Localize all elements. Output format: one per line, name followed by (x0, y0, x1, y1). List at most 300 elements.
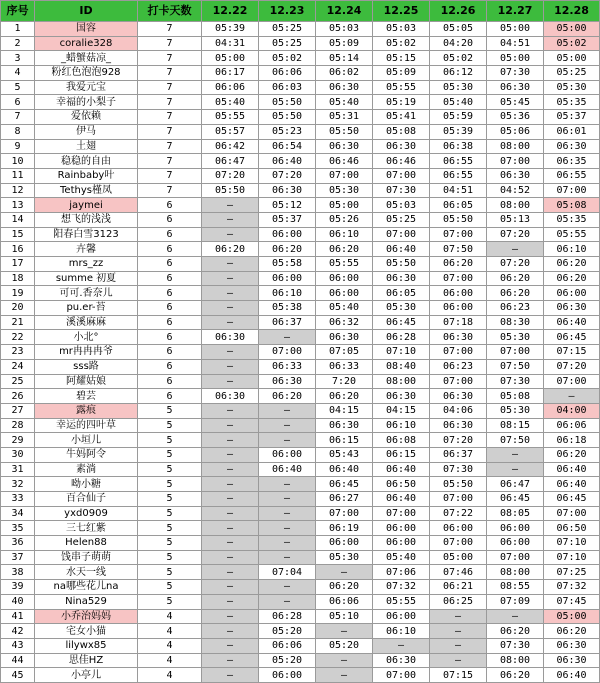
checkin-time-cell: 06:40 (544, 668, 600, 683)
checkin-time-cell: 05:30 (373, 301, 430, 316)
checkin-time-cell: 06:30 (316, 418, 373, 433)
table-row (1, 227, 600, 242)
checkin-time-cell: 05:26 (316, 212, 373, 227)
checkin-time-cell: 05:20 (316, 638, 373, 653)
checkin-days-cell: 7 (138, 154, 202, 169)
user-id-cell: coralie328 (35, 36, 138, 51)
checkin-time-cell: 08:00 (487, 198, 544, 213)
checkin-days-cell: 4 (138, 668, 202, 683)
checkin-time-cell: 04:15 (316, 403, 373, 418)
table-row (1, 212, 600, 227)
checkin-time-cell: 06:01 (544, 124, 600, 139)
table-row (1, 110, 600, 125)
checkin-days-cell: 5 (138, 462, 202, 477)
checkin-time-cell: 05:36 (487, 110, 544, 125)
checkin-time-cell: 06:30 (316, 139, 373, 154)
user-id-cell: 伊马 (35, 124, 138, 139)
user-id-cell: 爱依赖 (35, 110, 138, 125)
checkin-days-cell: 5 (138, 403, 202, 418)
checkin-time-cell: 06:10 (259, 286, 316, 301)
checkin-days-cell: 6 (138, 257, 202, 272)
checkin-time-cell: 06:20 (316, 242, 373, 257)
checkin-time-cell: 05:55 (373, 594, 430, 609)
checkin-time-cell: 05:00 (544, 51, 600, 66)
checkin-time-cell: 05:12 (259, 198, 316, 213)
checkin-time-cell: 06:46 (316, 154, 373, 169)
user-id-cell: 溪溪麻麻 (35, 315, 138, 330)
row-number-cell: 32 (1, 477, 35, 492)
row-number-cell: 1 (1, 22, 35, 37)
checkin-time-cell: 05:40 (316, 301, 373, 316)
checkin-time-cell: 06:15 (316, 433, 373, 448)
checkin-time-cell: 06:27 (316, 492, 373, 507)
checkin-time-cell: 07:00 (430, 536, 487, 551)
checkin-time-cell: 06:30 (430, 418, 487, 433)
checkin-time-cell: – (316, 653, 373, 668)
checkin-days-cell: 5 (138, 492, 202, 507)
checkin-time-cell: 06:20 (316, 580, 373, 595)
checkin-time-cell: 05:25 (544, 66, 600, 81)
user-id-cell: 幸运的四叶草 (35, 418, 138, 433)
checkin-time-cell: 04:31 (202, 36, 259, 51)
checkin-time-cell: 06:20 (487, 271, 544, 286)
checkin-time-cell: – (202, 403, 259, 418)
checkin-time-cell: 06:30 (430, 389, 487, 404)
row-number-cell: 38 (1, 565, 35, 580)
row-number-cell: 18 (1, 271, 35, 286)
checkin-time-cell: 05:35 (544, 95, 600, 110)
checkin-time-cell: – (202, 418, 259, 433)
checkin-time-cell: 06:45 (316, 477, 373, 492)
table-row (1, 477, 600, 492)
checkin-time-cell: 05:00 (316, 198, 373, 213)
checkin-time-cell: 05:31 (316, 110, 373, 125)
checkin-time-cell: – (202, 536, 259, 551)
checkin-time-cell: 05:50 (430, 212, 487, 227)
checkin-time-cell: 05:45 (487, 95, 544, 110)
checkin-time-cell: 06:42 (202, 139, 259, 154)
checkin-time-cell: 07:06 (373, 565, 430, 580)
checkin-days-cell: 6 (138, 330, 202, 345)
checkin-time-cell: 05:55 (373, 80, 430, 95)
checkin-time-cell: 07:32 (373, 580, 430, 595)
row-number-cell: 26 (1, 389, 35, 404)
checkin-time-cell: 06:47 (487, 477, 544, 492)
table-row (1, 345, 600, 360)
table-row (1, 257, 600, 272)
checkin-time-cell: 06:20 (544, 447, 600, 462)
checkin-time-cell: 06:40 (373, 462, 430, 477)
checkin-time-cell: 07:32 (544, 580, 600, 595)
checkin-time-cell: 08:55 (487, 580, 544, 595)
checkin-time-cell: 06:30 (373, 653, 430, 668)
checkin-time-cell: 06:30 (202, 330, 259, 345)
user-id-cell: 思佳HZ (35, 653, 138, 668)
checkin-time-cell: 07:00 (373, 668, 430, 683)
row-number-cell: 3 (1, 51, 35, 66)
checkin-time-cell: – (259, 477, 316, 492)
table-row (1, 80, 600, 95)
checkin-time-cell: 04:52 (487, 183, 544, 198)
checkin-time-cell: 06:02 (316, 66, 373, 81)
table-row (1, 594, 600, 609)
checkin-time-cell: 07:00 (544, 506, 600, 521)
header-cell: 12.23 (259, 1, 316, 22)
user-id-cell: 饯串子萌萌 (35, 550, 138, 565)
checkin-time-cell: 06:30 (259, 374, 316, 389)
row-number-cell: 31 (1, 462, 35, 477)
checkin-time-cell: 07:45 (544, 594, 600, 609)
checkin-time-cell: 06:37 (430, 447, 487, 462)
checkin-time-cell: 06:00 (487, 521, 544, 536)
checkin-time-cell: 06:40 (544, 477, 600, 492)
user-id-cell: 百合仙子 (35, 492, 138, 507)
checkin-time-cell: 06:33 (316, 359, 373, 374)
row-number-cell: 23 (1, 345, 35, 360)
checkin-time-cell: 06:20 (316, 389, 373, 404)
checkin-days-cell: 4 (138, 653, 202, 668)
checkin-time-cell: 05:43 (316, 447, 373, 462)
row-number-cell: 24 (1, 359, 35, 374)
checkin-time-cell: 06:30 (544, 301, 600, 316)
user-id-cell: 阿耀姑娘 (35, 374, 138, 389)
checkin-days-cell: 6 (138, 212, 202, 227)
checkin-time-cell: 07:30 (487, 638, 544, 653)
table-row (1, 154, 600, 169)
checkin-time-cell: 05:30 (487, 330, 544, 345)
checkin-time-cell: 07:10 (544, 536, 600, 551)
row-number-cell: 28 (1, 418, 35, 433)
checkin-time-cell: 06:05 (430, 198, 487, 213)
checkin-time-cell: 06:30 (430, 330, 487, 345)
checkin-days-cell: 7 (138, 22, 202, 37)
user-id-cell: lilywx85 (35, 638, 138, 653)
checkin-days-cell: 6 (138, 389, 202, 404)
checkin-time-cell: 06:20 (259, 389, 316, 404)
checkin-time-cell: 04:51 (430, 183, 487, 198)
user-id-cell: 宅女小猫 (35, 624, 138, 639)
checkin-time-cell: 06:00 (259, 447, 316, 462)
table-row (1, 183, 600, 198)
checkin-time-cell: 06:45 (544, 492, 600, 507)
checkin-time-cell: 06:30 (487, 168, 544, 183)
checkin-time-cell: – (202, 653, 259, 668)
checkin-time-cell: 06:40 (373, 242, 430, 257)
row-number-cell: 14 (1, 212, 35, 227)
checkin-time-cell: 07:00 (316, 506, 373, 521)
table-row (1, 418, 600, 433)
checkin-days-cell: 6 (138, 315, 202, 330)
checkin-time-cell: – (202, 506, 259, 521)
checkin-days-cell: 6 (138, 198, 202, 213)
user-id-cell: 卉馨 (35, 242, 138, 257)
user-id-cell: 幸福的小梨子 (35, 95, 138, 110)
table-row (1, 668, 600, 683)
checkin-time-cell: 05:08 (544, 198, 600, 213)
checkin-time-cell: – (202, 609, 259, 624)
checkin-time-cell: 08:40 (373, 359, 430, 374)
row-number-cell: 9 (1, 139, 35, 154)
checkin-time-cell: 05:50 (430, 477, 487, 492)
checkin-time-cell: 05:05 (430, 22, 487, 37)
user-id-cell: 素淌 (35, 462, 138, 477)
checkin-time-cell: 05:25 (259, 36, 316, 51)
checkin-time-cell: 06:06 (259, 638, 316, 653)
table-row (1, 521, 600, 536)
table-row (1, 447, 600, 462)
row-number-cell: 4 (1, 66, 35, 81)
checkin-time-cell: 07:50 (487, 359, 544, 374)
checkin-time-cell: 05:30 (487, 403, 544, 418)
checkin-time-cell: – (430, 638, 487, 653)
row-number-cell: 37 (1, 550, 35, 565)
checkin-time-cell: 06:00 (316, 536, 373, 551)
checkin-time-cell: 07:20 (487, 257, 544, 272)
checkin-time-cell: – (202, 345, 259, 360)
checkin-time-cell: – (259, 418, 316, 433)
checkin-time-cell: – (202, 227, 259, 242)
checkin-days-cell: 7 (138, 124, 202, 139)
checkin-time-cell: 07:46 (430, 565, 487, 580)
table-row (1, 198, 600, 213)
checkin-time-cell: 06:20 (544, 271, 600, 286)
checkin-time-cell: 06:55 (430, 168, 487, 183)
row-number-cell: 33 (1, 492, 35, 507)
checkin-time-cell: – (202, 565, 259, 580)
user-id-cell: sss路 (35, 359, 138, 374)
checkin-time-cell: – (259, 521, 316, 536)
row-number-cell: 42 (1, 624, 35, 639)
checkin-time-cell: 04:06 (430, 403, 487, 418)
user-id-cell: Nina529 (35, 594, 138, 609)
checkin-time-cell: – (202, 492, 259, 507)
checkin-time-cell: 08:00 (487, 653, 544, 668)
checkin-time-cell: 05:55 (202, 110, 259, 125)
checkin-time-cell: 07:10 (544, 550, 600, 565)
checkin-time-cell: 06:37 (259, 315, 316, 330)
checkin-time-cell: 05:15 (373, 51, 430, 66)
checkin-time-cell: 06:55 (544, 168, 600, 183)
checkin-time-cell: 07:00 (544, 183, 600, 198)
checkin-days-cell: 4 (138, 638, 202, 653)
checkin-time-cell: 06:00 (544, 286, 600, 301)
checkin-days-cell: 6 (138, 374, 202, 389)
checkin-time-cell: 05:55 (316, 257, 373, 272)
checkin-days-cell: 7 (138, 183, 202, 198)
checkin-time-cell: 06:10 (373, 418, 430, 433)
checkin-time-cell: 07:30 (373, 183, 430, 198)
checkin-days-cell: 5 (138, 447, 202, 462)
checkin-time-cell: 07:00 (430, 374, 487, 389)
checkin-days-cell: 6 (138, 301, 202, 316)
user-id-cell: 三七红紫 (35, 521, 138, 536)
checkin-time-cell: – (259, 506, 316, 521)
checkin-time-cell: 06:18 (544, 433, 600, 448)
checkin-time-cell: 06:23 (487, 301, 544, 316)
checkin-time-cell: 05:39 (430, 124, 487, 139)
checkin-time-cell: 05:50 (259, 110, 316, 125)
checkin-time-cell: 06:25 (430, 594, 487, 609)
checkin-time-cell: 06:30 (544, 139, 600, 154)
user-id-cell: na哪些花儿na (35, 580, 138, 595)
checkin-time-cell: – (259, 403, 316, 418)
header-cell: 12.22 (202, 1, 259, 22)
checkin-time-cell: 06:20 (544, 624, 600, 639)
checkin-time-cell: 07:00 (430, 227, 487, 242)
checkin-time-cell: – (202, 550, 259, 565)
checkin-time-cell: 06:21 (430, 580, 487, 595)
row-number-cell: 40 (1, 594, 35, 609)
checkin-time-cell: 06:30 (373, 389, 430, 404)
checkin-days-cell: 6 (138, 345, 202, 360)
checkin-time-cell: 06:00 (259, 227, 316, 242)
checkin-time-cell: 05:30 (316, 183, 373, 198)
checkin-time-cell: 06:40 (373, 492, 430, 507)
checkin-time-cell: 05:03 (373, 198, 430, 213)
user-id-cell: 阳春白雪3123 (35, 227, 138, 242)
user-id-cell: 粉红色泡泡928 (35, 66, 138, 81)
checkin-time-cell: 05:14 (316, 51, 373, 66)
checkin-time-cell: 06:00 (430, 301, 487, 316)
table-row (1, 536, 600, 551)
checkin-time-cell: 06:19 (316, 521, 373, 536)
checkin-days-cell: 6 (138, 242, 202, 257)
table-body (1, 22, 600, 683)
checkin-time-cell: 07:20 (202, 168, 259, 183)
checkin-time-cell: 06:00 (430, 521, 487, 536)
user-id-cell: 露痕 (35, 403, 138, 418)
checkin-time-cell: – (259, 492, 316, 507)
checkin-time-cell: 06:30 (202, 389, 259, 404)
row-number-cell: 36 (1, 536, 35, 551)
checkin-time-cell: – (487, 462, 544, 477)
table-row (1, 330, 600, 345)
user-id-cell: 想飞的浅浅 (35, 212, 138, 227)
checkin-time-cell: 05:50 (316, 124, 373, 139)
checkin-time-cell: 05:19 (373, 95, 430, 110)
checkin-time-cell: 05:25 (259, 22, 316, 37)
checkin-time-cell: – (259, 580, 316, 595)
user-id-cell: yxd0909 (35, 506, 138, 521)
checkin-time-cell: 07:09 (487, 594, 544, 609)
table-row (1, 286, 600, 301)
checkin-time-cell: 08:00 (487, 565, 544, 580)
checkin-time-cell: 05:55 (544, 227, 600, 242)
checkin-time-cell: 06:20 (430, 257, 487, 272)
checkin-time-cell: 06:45 (487, 492, 544, 507)
checkin-days-cell: 5 (138, 550, 202, 565)
user-id-cell: pu.er-苔 (35, 301, 138, 316)
row-number-cell: 17 (1, 257, 35, 272)
table-row (1, 624, 600, 639)
checkin-time-cell: 05:40 (430, 95, 487, 110)
table-row (1, 462, 600, 477)
checkin-days-cell: 6 (138, 271, 202, 286)
row-number-cell: 44 (1, 653, 35, 668)
checkin-time-cell: 05:37 (544, 110, 600, 125)
checkin-time-cell: 05:20 (259, 624, 316, 639)
checkin-days-cell: 5 (138, 565, 202, 580)
checkin-time-cell: 05:37 (259, 212, 316, 227)
checkin-days-cell: 4 (138, 624, 202, 639)
checkin-time-cell: – (259, 594, 316, 609)
checkin-time-cell: 05:30 (316, 550, 373, 565)
checkin-time-cell: 07:20 (430, 433, 487, 448)
checkin-time-cell: – (316, 668, 373, 683)
table-row (1, 580, 600, 595)
table-row (1, 389, 600, 404)
checkin-time-cell: – (202, 286, 259, 301)
checkin-time-cell: 05:09 (373, 66, 430, 81)
checkin-time-cell: 06:08 (373, 433, 430, 448)
checkin-days-cell: 5 (138, 580, 202, 595)
checkin-time-cell: – (259, 550, 316, 565)
checkin-time-cell: 07:00 (487, 550, 544, 565)
checkin-days-cell: 5 (138, 433, 202, 448)
checkin-time-cell: 06:20 (202, 242, 259, 257)
checkin-time-cell: – (202, 477, 259, 492)
checkin-time-cell: – (259, 536, 316, 551)
checkin-time-cell: 06:00 (316, 271, 373, 286)
checkin-time-cell: 05:03 (316, 22, 373, 37)
checkin-time-cell: 07:00 (430, 345, 487, 360)
checkin-time-cell: 06:30 (544, 653, 600, 668)
row-number-cell: 21 (1, 315, 35, 330)
checkin-time-cell: 08:00 (373, 374, 430, 389)
checkin-time-cell: 05:10 (316, 609, 373, 624)
checkin-time-cell: 05:06 (487, 124, 544, 139)
user-id-cell: Tethys槿凤 (35, 183, 138, 198)
checkin-days-cell: 7 (138, 110, 202, 125)
checkin-time-cell: – (259, 330, 316, 345)
checkin-time-cell: 06:35 (544, 154, 600, 169)
checkin-time-cell: 05:03 (373, 22, 430, 37)
checkin-time-cell: 07:10 (373, 345, 430, 360)
checkin-time-cell: 06:17 (202, 66, 259, 81)
checkin-time-cell: 07:25 (544, 565, 600, 580)
user-id-cell: Rainbaby叶 (35, 168, 138, 183)
user-id-cell: 我爱元宝 (35, 80, 138, 95)
table-row (1, 638, 600, 653)
checkin-time-cell: 07:50 (430, 242, 487, 257)
checkin-time-cell: 06:05 (373, 286, 430, 301)
checkin-time-cell: 06:50 (373, 477, 430, 492)
checkin-time-cell: – (430, 624, 487, 639)
checkin-time-cell: 06:20 (487, 624, 544, 639)
checkin-time-cell: – (202, 257, 259, 272)
checkin-time-cell: – (373, 638, 430, 653)
row-number-cell: 25 (1, 374, 35, 389)
table-row (1, 653, 600, 668)
checkin-time-cell: 07:30 (430, 462, 487, 477)
checkin-time-cell: 06:00 (373, 521, 430, 536)
user-id-cell: 碧芸 (35, 389, 138, 404)
row-number-cell: 11 (1, 168, 35, 183)
checkin-time-cell: 07:00 (316, 168, 373, 183)
header-cell: 序号 (1, 1, 35, 22)
checkin-time-cell: 06:06 (544, 418, 600, 433)
checkin-time-cell: 06:00 (259, 271, 316, 286)
checkin-time-cell: 06:20 (259, 242, 316, 257)
checkin-time-cell: 06:30 (373, 139, 430, 154)
checkin-time-cell: 06:45 (544, 330, 600, 345)
checkin-time-cell: 07:20 (259, 168, 316, 183)
header-cell: 12.26 (430, 1, 487, 22)
checkin-time-cell: 05:00 (487, 22, 544, 37)
checkin-days-cell: 7 (138, 36, 202, 51)
checkin-time-cell: 08:15 (487, 418, 544, 433)
checkin-time-cell: 06:28 (259, 609, 316, 624)
